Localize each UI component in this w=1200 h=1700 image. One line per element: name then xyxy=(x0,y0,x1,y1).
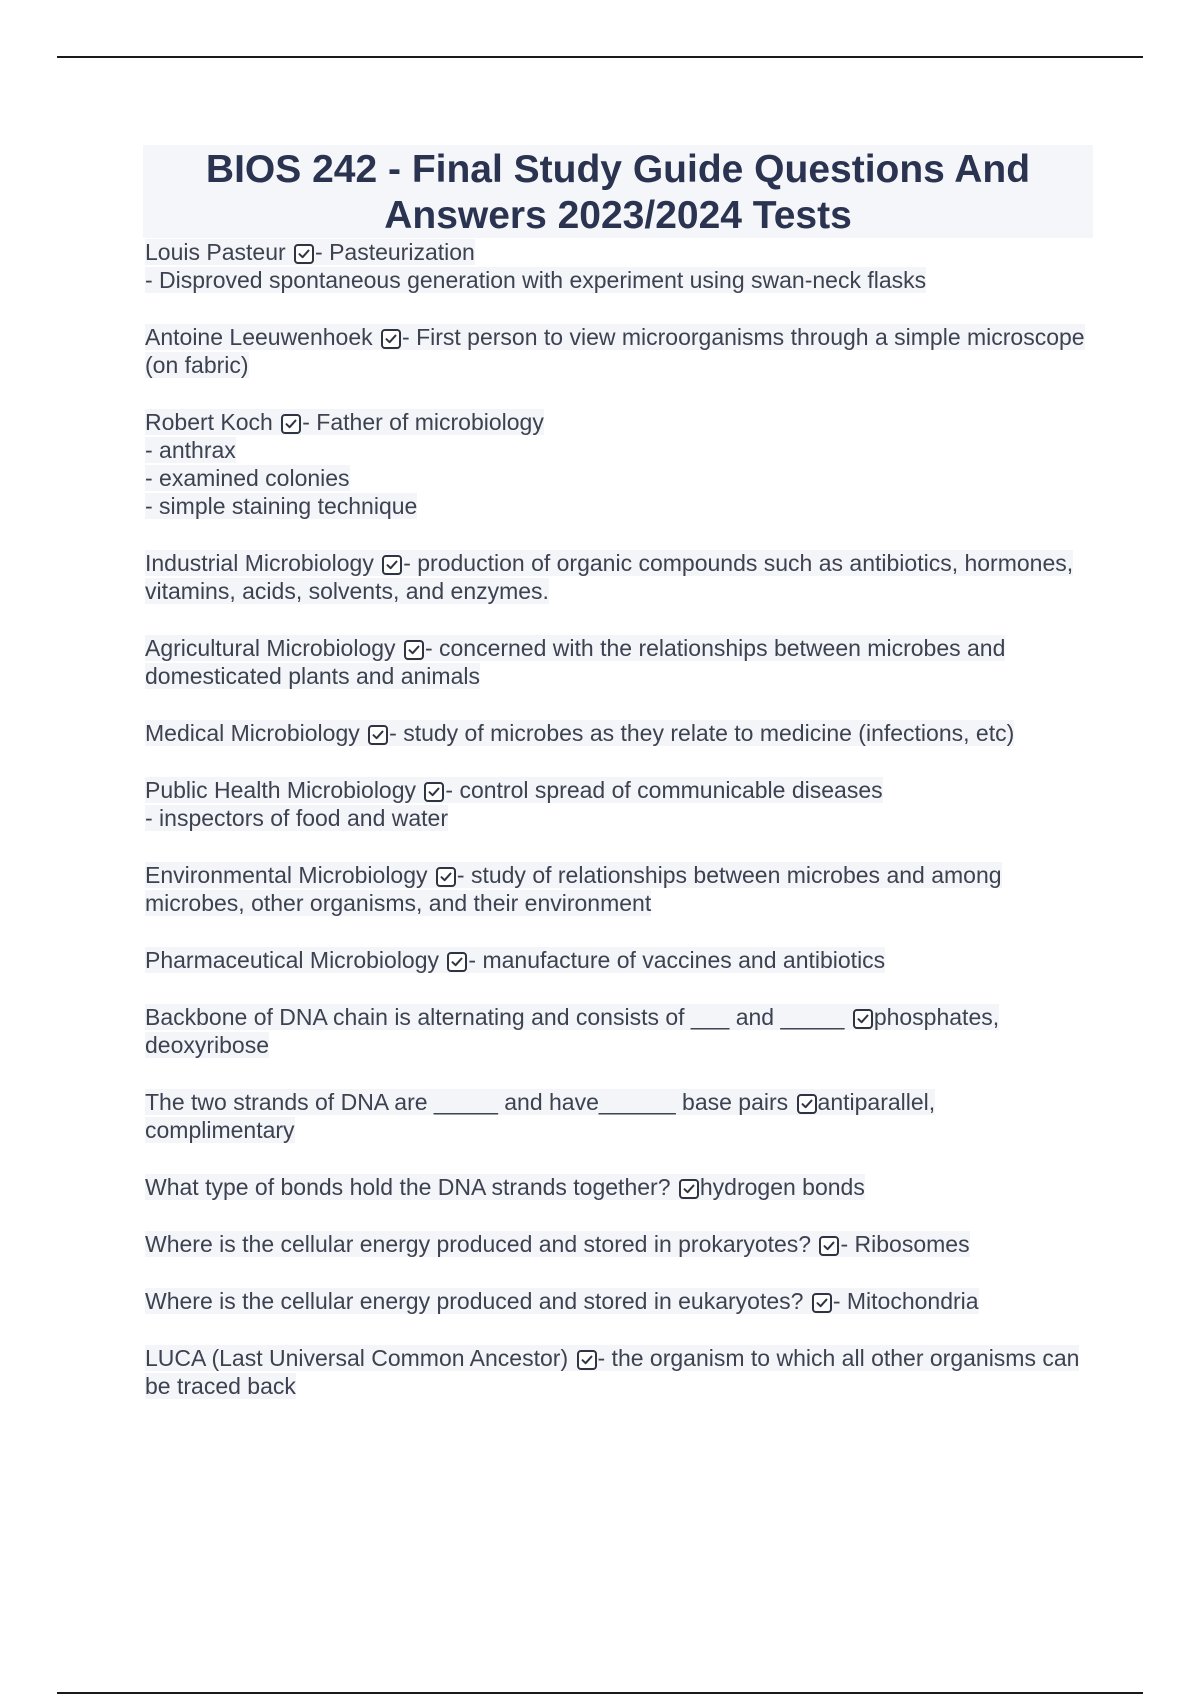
answer-detail: - simple staining technique xyxy=(145,493,418,519)
qa-line xyxy=(145,861,1085,917)
question-text: Medical Microbiology xyxy=(145,720,367,746)
question-text: Backbone of DNA chain is alternating and consists of ___ and _____ xyxy=(145,1004,851,1030)
qa-highlight xyxy=(145,239,475,265)
checkbox-check-icon xyxy=(436,867,456,887)
qa-line xyxy=(145,946,1085,974)
qa-item xyxy=(145,1287,1085,1315)
answer-text: - control spread of communicable diseases xyxy=(445,777,883,803)
qa-highlight xyxy=(145,1345,1079,1399)
answer-text: - production of organic compounds such as antibiotics, hormones, vitamins, acids, solvents, and enzymes. xyxy=(145,550,1074,604)
checkmark-icon xyxy=(297,247,311,261)
checkmark-icon xyxy=(384,332,398,346)
title-block xyxy=(143,145,1093,238)
answer-text: - First person to view microorganisms through a simple microscope (on fabric) xyxy=(145,324,1085,378)
qa-line xyxy=(145,1003,1085,1059)
qa-line xyxy=(145,634,1085,690)
qa-item xyxy=(145,861,1085,917)
checkbox-check-icon xyxy=(281,414,301,434)
checkmark-icon xyxy=(371,728,385,742)
qa-line xyxy=(145,776,1085,804)
answer-text: phosphates, deoxyribose xyxy=(145,1004,1000,1058)
question-text: Industrial Microbiology xyxy=(145,550,381,576)
qa-item xyxy=(145,1344,1085,1400)
qa-highlight xyxy=(145,947,885,973)
answer-text: - study of microbes as they relate to medicine (infections, etc) xyxy=(389,720,1015,746)
qa-line xyxy=(145,1230,1085,1258)
checkmark-icon xyxy=(815,1296,829,1310)
qa-highlight xyxy=(145,1174,865,1200)
answer-text: - the organism to which all other organisms can be traced back xyxy=(145,1345,1080,1399)
qa-item xyxy=(145,1088,1085,1144)
checkbox-check-icon xyxy=(368,725,388,745)
checkbox-check-icon xyxy=(404,640,424,660)
checkmark-icon xyxy=(450,955,464,969)
qa-item xyxy=(145,323,1085,379)
qa-line xyxy=(145,1088,1085,1144)
checkbox-check-icon xyxy=(577,1350,597,1370)
answer-text: - Pasteurization xyxy=(315,239,475,265)
qa-line xyxy=(145,1287,1085,1315)
qa-highlight xyxy=(145,1004,999,1058)
checkbox-check-icon xyxy=(797,1094,817,1114)
answer-text: hydrogen bonds xyxy=(699,1174,865,1200)
answer-text: - Father of microbiology xyxy=(302,409,544,435)
question-text: Environmental Microbiology xyxy=(145,862,434,888)
checkbox-check-icon xyxy=(381,329,401,349)
qa-highlight xyxy=(145,1288,979,1314)
qa-item xyxy=(145,776,1085,832)
qa-line xyxy=(145,464,1085,492)
qa-item xyxy=(145,1230,1085,1258)
checkmark-icon xyxy=(856,1012,870,1026)
checkmark-icon xyxy=(580,1353,594,1367)
qa-item xyxy=(145,1003,1085,1059)
checkbox-check-icon xyxy=(382,555,402,575)
qa-line xyxy=(145,1173,1085,1201)
question-text: The two strands of DNA are _____ and have______ base pairs xyxy=(145,1089,795,1115)
checkmark-icon xyxy=(822,1239,836,1253)
qa-item xyxy=(145,719,1085,747)
qa-item xyxy=(145,408,1085,520)
checkbox-check-icon xyxy=(294,244,314,264)
checkbox-check-icon xyxy=(853,1009,873,1029)
qa-line xyxy=(145,436,1085,464)
checkmark-icon xyxy=(427,785,441,799)
question-text: Pharmaceutical Microbiology xyxy=(145,947,446,973)
qa-item xyxy=(145,1173,1085,1201)
question-text: LUCA (Last Universal Common Ancestor) xyxy=(145,1345,575,1371)
question-text: Public Health Microbiology xyxy=(145,777,423,803)
question-text: Where is the cellular energy produced and stored in eukaryotes? xyxy=(145,1288,810,1314)
page-title: BIOS 242 - Final Study Guide Questions And Answers 2023/2024 Tests xyxy=(205,148,1031,237)
qa-line xyxy=(145,492,1085,520)
qa-line xyxy=(145,238,1085,266)
checkbox-check-icon xyxy=(679,1179,699,1199)
qa-list xyxy=(145,238,1085,1429)
qa-highlight xyxy=(145,777,883,803)
qa-item xyxy=(145,549,1085,605)
answer-detail: - inspectors of food and water xyxy=(145,805,448,831)
answer-detail: - anthrax xyxy=(145,437,236,463)
qa-item xyxy=(145,634,1085,690)
question-text: Agricultural Microbiology xyxy=(145,635,402,661)
qa-highlight xyxy=(145,324,1085,378)
qa-item xyxy=(145,238,1085,294)
qa-highlight xyxy=(145,409,544,435)
footer-rule xyxy=(57,1692,1143,1694)
qa-line xyxy=(145,719,1085,747)
qa-line xyxy=(145,804,1085,832)
answer-detail: - examined colonies xyxy=(145,465,350,491)
question-text: Louis Pasteur xyxy=(145,239,293,265)
checkbox-check-icon xyxy=(812,1293,832,1313)
question-text: Robert Koch xyxy=(145,409,280,435)
answer-text: - Ribosomes xyxy=(840,1231,970,1257)
qa-highlight xyxy=(145,862,1002,916)
checkbox-check-icon xyxy=(424,782,444,802)
qa-highlight xyxy=(145,720,1014,746)
qa-line xyxy=(145,549,1085,605)
checkmark-icon xyxy=(800,1097,814,1111)
qa-highlight xyxy=(145,1231,970,1257)
question-text: Antoine Leeuwenhoek xyxy=(145,324,380,350)
checkmark-icon xyxy=(385,558,399,572)
answer-text: - study of relationships between microbes and among microbes, other organisms, and their environment xyxy=(145,862,1002,916)
checkmark-icon xyxy=(439,870,453,884)
checkbox-check-icon xyxy=(447,952,467,972)
checkbox-check-icon xyxy=(819,1236,839,1256)
answer-text: - manufacture of vaccines and antibiotics xyxy=(468,947,886,973)
answer-text: - Mitochondria xyxy=(832,1288,979,1314)
header-rule xyxy=(57,56,1143,58)
answer-detail: - Disproved spontaneous generation with experiment using swan-neck flasks xyxy=(145,267,927,293)
qa-highlight xyxy=(145,1089,935,1143)
question-text: Where is the cellular energy produced and stored in prokaryotes? xyxy=(145,1231,818,1257)
checkmark-icon xyxy=(284,417,298,431)
qa-line xyxy=(145,408,1085,436)
answer-text: antiparallel, complimentary xyxy=(145,1089,936,1143)
qa-line xyxy=(145,266,1085,294)
qa-item xyxy=(145,946,1085,974)
checkmark-icon xyxy=(407,643,421,657)
qa-line xyxy=(145,1344,1085,1400)
answer-text: - concerned with the relationships between microbes and domesticated plants and animals xyxy=(145,635,1006,689)
checkmark-icon xyxy=(682,1182,696,1196)
question-text: What type of bonds hold the DNA strands together? xyxy=(145,1174,677,1200)
qa-line xyxy=(145,323,1085,379)
qa-highlight xyxy=(145,635,1005,689)
qa-highlight xyxy=(145,550,1073,604)
